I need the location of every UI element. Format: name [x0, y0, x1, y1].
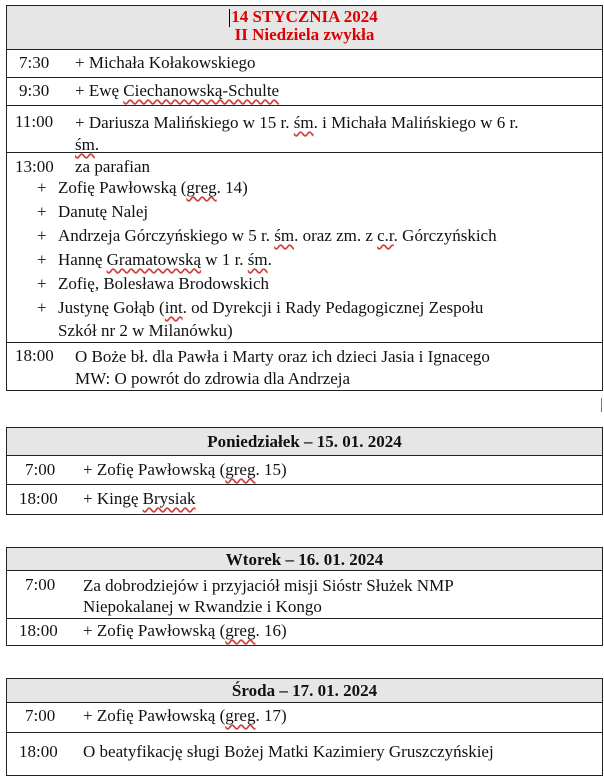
- mass-row: [7, 733, 602, 776]
- mass-time: 7:00: [25, 706, 56, 725]
- list-item-continuation: Szkół nr 2 w Milanówku): [58, 321, 233, 340]
- mass-intention: + Michała Kołakowskiego: [75, 53, 256, 72]
- monday-table: [6, 427, 603, 515]
- list-item: + Hannę Gramatowską w 1 r. śm.: [37, 250, 272, 269]
- text-cursor: [229, 9, 230, 27]
- wednesday-table: [6, 678, 603, 776]
- sunday-header: [7, 6, 602, 50]
- mass-intention: + Zofię Pawłowską (greg. 16): [83, 621, 287, 640]
- list-item: + Zofię Pawłowską (greg. 14): [37, 178, 248, 197]
- mass-row-parishioners: [7, 153, 602, 343]
- mass-row: [7, 343, 602, 391]
- mass-time: 13:00: [15, 157, 54, 176]
- mass-row: [7, 456, 602, 485]
- mass-time: 18:00: [19, 742, 58, 761]
- wednesday-header: Środa – 17. 01. 2024: [7, 679, 602, 703]
- mass-time: 18:00: [19, 621, 58, 640]
- mass-row: [7, 106, 602, 153]
- mass-row: [7, 571, 602, 619]
- mass-intention: + Zofię Pawłowską (greg. 17): [83, 706, 287, 725]
- mass-time: 9:30: [19, 81, 50, 100]
- mass-time: 18:00: [19, 489, 58, 508]
- mass-time: 7:00: [25, 460, 56, 479]
- tuesday-table: [6, 547, 603, 646]
- monday-header: Poniedziałek – 15. 01. 2024: [7, 428, 602, 456]
- mass-intention: O beatyfikację sługi Bożej Matki Kazimiery Gruszczyńskiej: [83, 742, 494, 761]
- mass-intention-intro: za parafian: [75, 157, 151, 176]
- tuesday-header: Wtorek – 16. 01. 2024: [7, 548, 602, 571]
- list-item: + Andrzeja Górczyńskiego w 5 r. śm. oraz zm. z c.r. Górczyńskich: [37, 226, 497, 245]
- mass-intention: Za dobrodziejów i przyjaciół misji Sióstr Służek NMP Niepokalanej w Rwandzie i Kongo: [83, 576, 454, 616]
- list-item: + Justynę Gołąb (int. od Dyrekcji i Rady Pedagogicznej Zespołu: [37, 298, 484, 317]
- mass-row: [7, 619, 602, 646]
- list-item: + Zofię, Bolesława Brodowskich: [37, 274, 270, 293]
- mass-intention: + Kingę Brysiak: [83, 489, 196, 508]
- mass-intention: O Boże bł. dla Pawła i Marty oraz ich dzieci Jasia i Ignacego MW: O powrót do zdrowia dla Andrzeja: [75, 347, 490, 388]
- intention-list: [37, 176, 497, 342]
- mass-intention: + Ewę Ciechanowską-Schulte: [75, 81, 280, 100]
- sunday-liturgical-name: II Niedziela zwykła: [234, 25, 375, 44]
- mass-row: [7, 50, 602, 78]
- sunday-table: [6, 5, 603, 391]
- mass-time: 11:00: [15, 112, 54, 131]
- list-item: + Danutę Nalej: [37, 202, 149, 221]
- paragraph-marker: [601, 398, 602, 412]
- mass-row: [7, 78, 602, 106]
- sunday-date: 14 STYCZNIA 2024: [231, 7, 378, 26]
- mass-row: [7, 485, 602, 515]
- mass-intention: + Dariusza Malińskiego w 15 r. śm. i Michała Malińskiego w 6 r. śm.: [75, 113, 519, 154]
- mass-time: 18:00: [15, 346, 54, 365]
- mass-row: [7, 703, 602, 733]
- mass-intention: + Zofię Pawłowską (greg. 15): [83, 460, 287, 479]
- mass-time: 7:30: [19, 53, 50, 72]
- mass-time: 7:00: [25, 575, 56, 594]
